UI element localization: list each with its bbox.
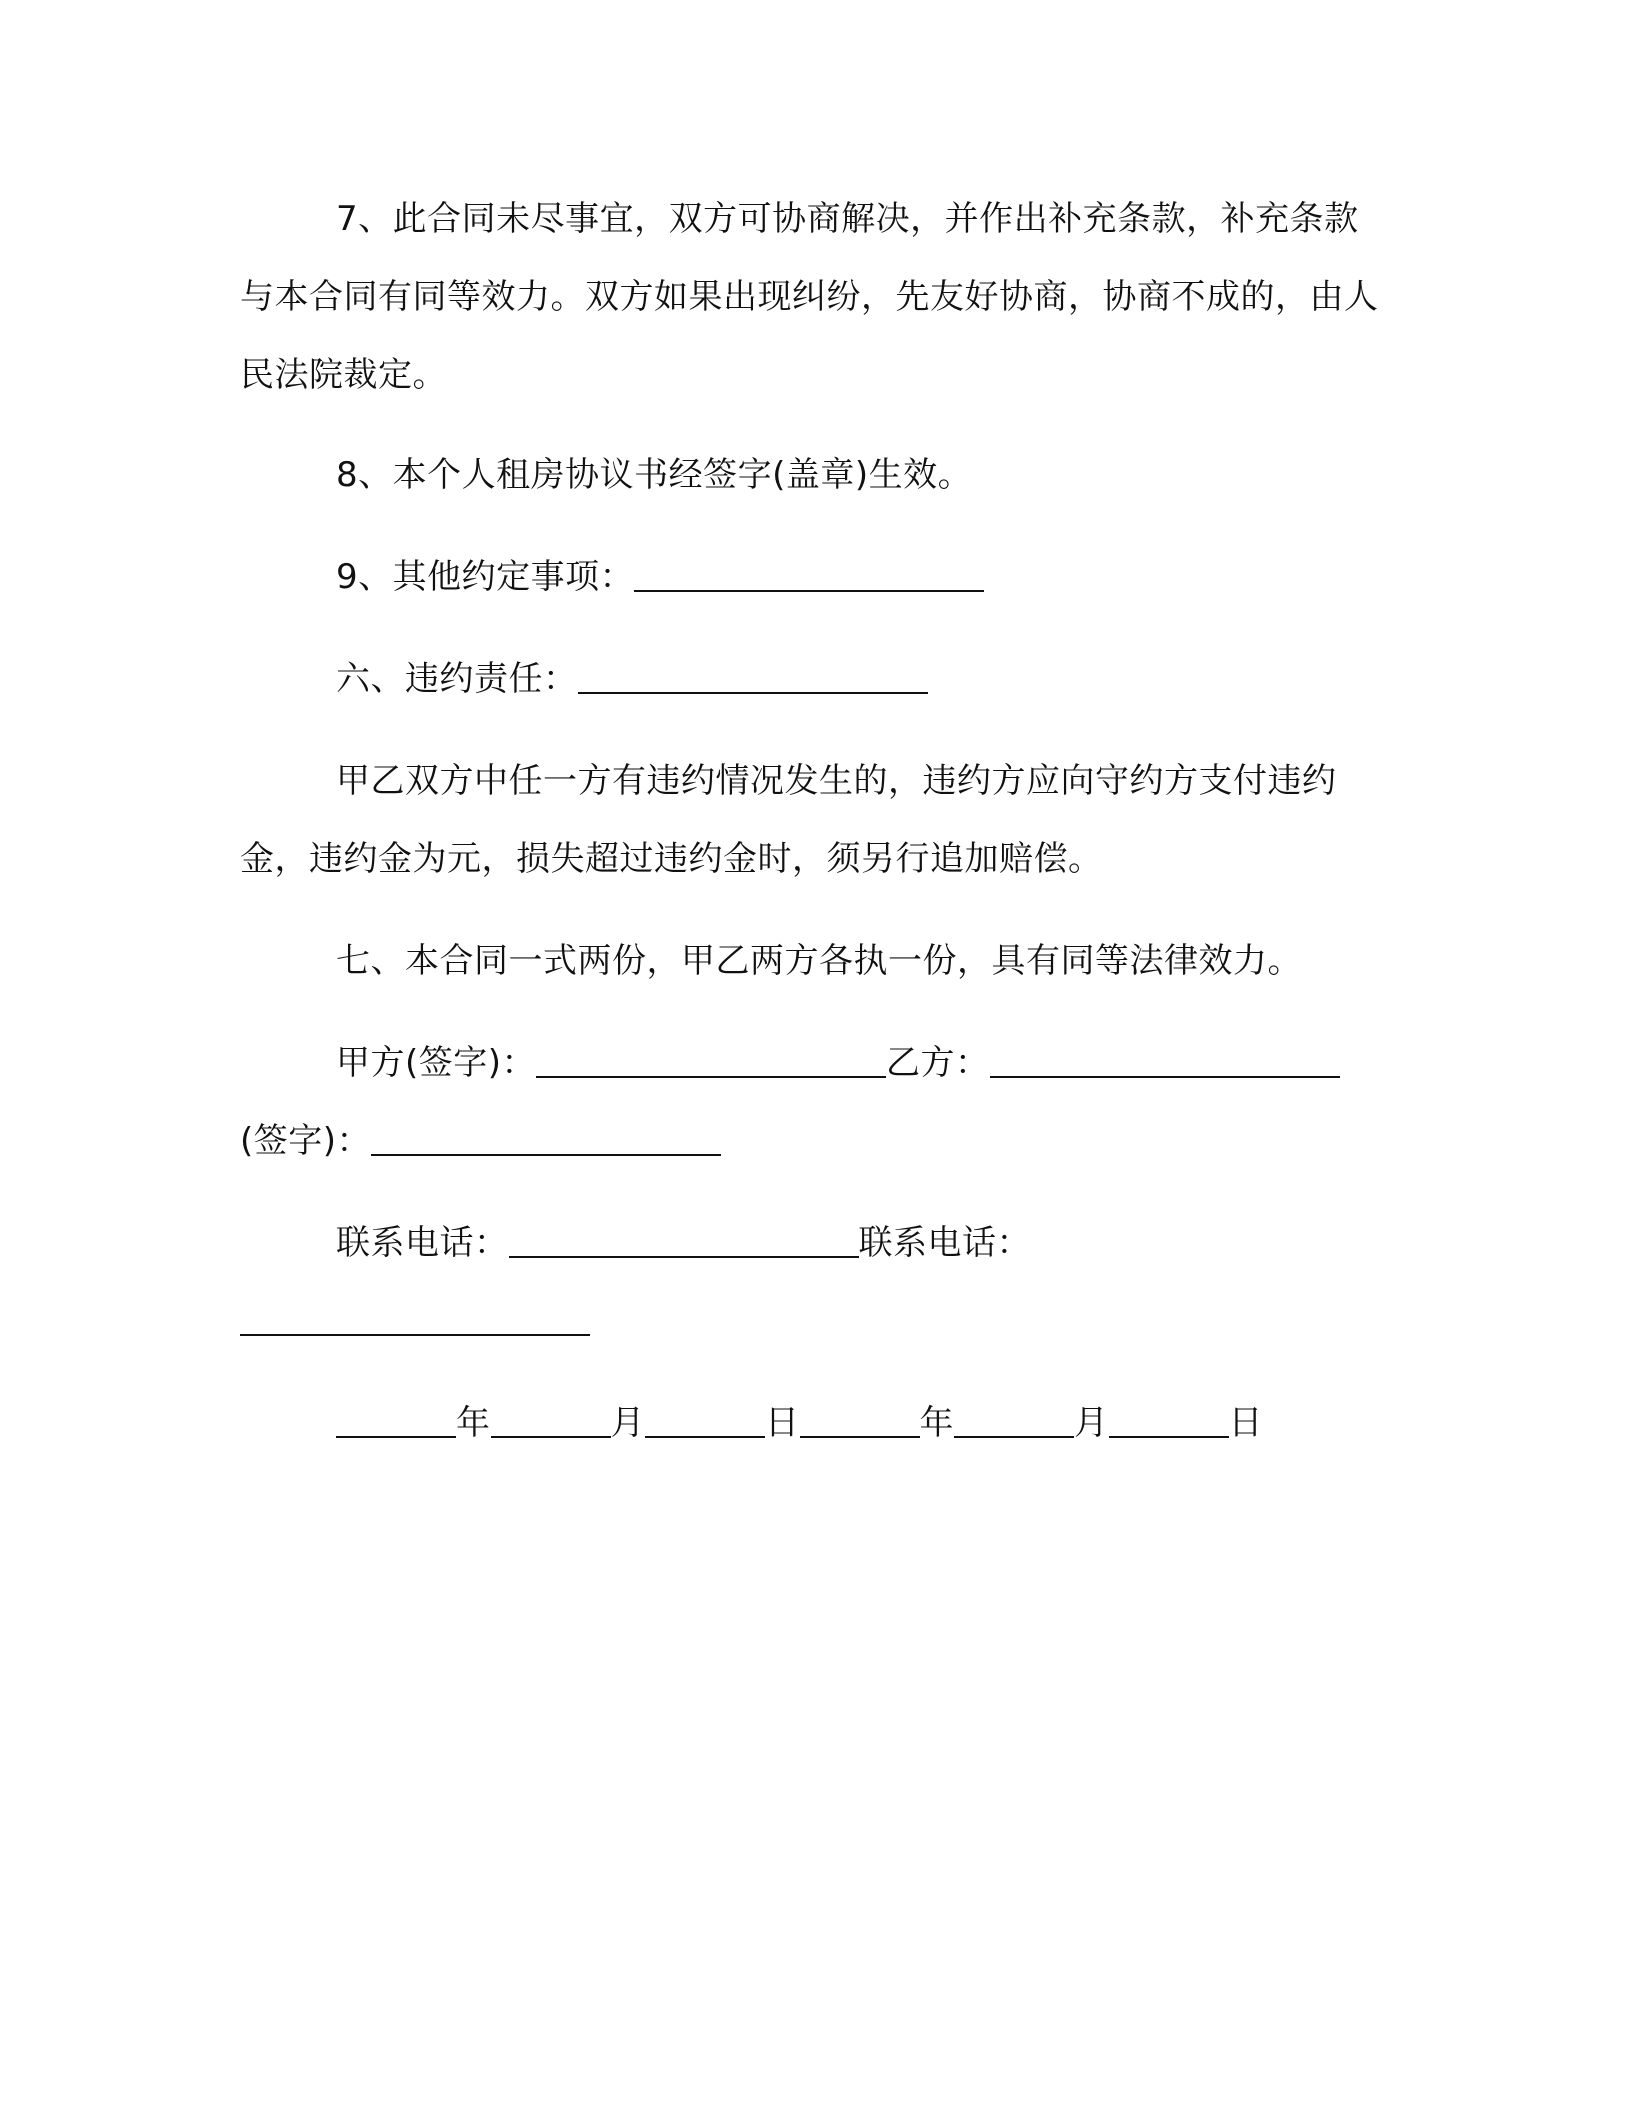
party-a-sign-label: 甲方(签字)： xyxy=(336,1043,537,1083)
month-a-label: 月 xyxy=(610,1403,645,1443)
party-b-sign-open: ( xyxy=(240,1121,254,1161)
date-line xyxy=(240,1384,1380,1462)
phone-block xyxy=(240,1204,1380,1360)
breach-paragraph: 甲乙双方中任一方有违约情况发生的，违约方应向守约方支付违约金，违约金为元，损失超过违约金时，须另行追加赔偿。 xyxy=(240,761,1337,879)
day-a-label: 日 xyxy=(765,1403,800,1443)
clause-8: 8、本个人租房协议书经签字(盖章)生效。 xyxy=(336,455,973,495)
breach-liability-blank[interactable] xyxy=(578,654,928,694)
signature-block xyxy=(240,1024,1380,1180)
party-b-label: 乙方： xyxy=(886,1043,990,1083)
year-b-label: 年 xyxy=(919,1403,954,1443)
year-a-blank[interactable] xyxy=(336,1398,456,1438)
year-a-label: 年 xyxy=(456,1403,491,1443)
phone-b-label: 联系电话： xyxy=(858,1223,1031,1263)
section-6-label: 六、违约责任： xyxy=(336,659,578,699)
day-b-blank[interactable] xyxy=(1109,1398,1229,1438)
month-b-blank[interactable] xyxy=(954,1398,1074,1438)
clause-9-label: 9、其他约定事项： xyxy=(336,557,635,597)
clause-7: 7、此合同未尽事宜，双方可协商解决，并作出补充条款，补充条款与本合同有同等效力。双方如果出现纠纷，先友好协商，协商不成的，由人民法院裁定。 xyxy=(240,199,1379,395)
other-terms-blank[interactable] xyxy=(634,552,984,592)
year-b-blank[interactable] xyxy=(800,1398,920,1438)
day-b-label: 日 xyxy=(1228,1403,1263,1443)
party-b-blank[interactable] xyxy=(990,1038,1340,1078)
day-a-blank[interactable] xyxy=(645,1398,765,1438)
section-6 xyxy=(240,640,1380,718)
month-b-label: 月 xyxy=(1074,1403,1109,1443)
section-7: 七、本合同一式两份，甲乙两方各执一份，具有同等法律效力。 xyxy=(336,941,1302,981)
phone-b-blank[interactable] xyxy=(240,1296,590,1336)
party-b-sign-label: 签字)： xyxy=(253,1121,372,1161)
clause-9 xyxy=(240,538,1380,616)
phone-a-label: 联系电话： xyxy=(336,1223,509,1263)
party-b-sign-blank[interactable] xyxy=(371,1116,721,1156)
month-a-blank[interactable] xyxy=(491,1398,611,1438)
party-a-sign-blank[interactable] xyxy=(536,1038,886,1078)
phone-a-blank[interactable] xyxy=(509,1218,859,1258)
